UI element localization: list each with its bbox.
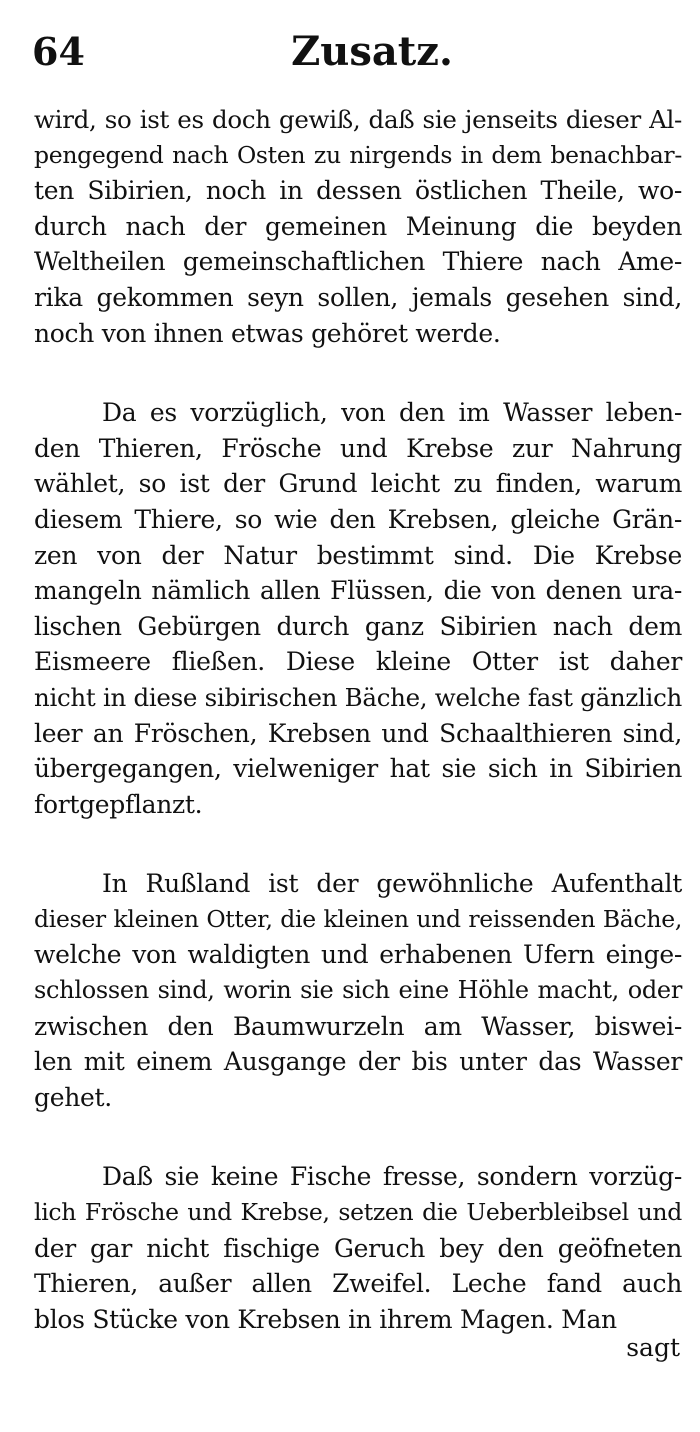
text-line: Da es vorzüglich, von den im Wasser leben-: [102, 398, 682, 428]
text-line: lischen Gebürgen durch ganz Sibirien nach dem: [34, 611, 682, 641]
text-line: den Thieren, Frösche und Krebse zur Nahrung: [34, 433, 682, 463]
text-line: diesem Thiere, so wie den Krebsen, gleiche Grän-: [34, 504, 682, 534]
paragraph: [34, 1159, 682, 1337]
text-line: Weltheilen gemeinschaftlichen Thiere nach Ame-: [34, 247, 682, 277]
text-line: zen von der Natur bestimmt sind. Die Krebse: [34, 540, 682, 570]
text-line: noch von ihnen etwas gehöret werde.: [34, 318, 501, 348]
page-number: 64: [32, 29, 85, 74]
text-line: der gar nicht fischige Geruch bey den geöfneten: [34, 1233, 682, 1263]
text-line: schlossen sind, worin sie sich eine Höhle macht, oder: [34, 976, 682, 1005]
paragraph: [34, 866, 682, 1115]
catchword: sagt: [626, 1333, 680, 1362]
paragraph: [34, 102, 682, 351]
body-text: [34, 102, 682, 1381]
text-line: Eismeere fließen. Diese kleine Otter ist daher: [34, 647, 682, 677]
text-line: übergegangen, vielweniger hat sie sich in Sibirien: [34, 754, 682, 784]
text-line: ten Sibirien, noch in dessen östlichen Theile, wo-: [34, 176, 682, 206]
text-line: len mit einem Ausgange der bis unter das Wasser: [34, 1047, 682, 1077]
text-line: leer an Fröschen, Krebsen und Schaalthieren sind,: [34, 718, 682, 748]
page-header: [32, 22, 672, 82]
text-line: fortgepflanzt.: [34, 789, 203, 819]
text-line: blos Stücke von Krebsen in ihrem Magen. Man: [34, 1304, 617, 1334]
text-line: nicht in diese sibirischen Bäche, welche fast gänzlich: [34, 682, 682, 712]
text-line: dieser kleinen Otter, die kleinen und reissenden Bäche,: [34, 904, 682, 933]
running-title: Zusatz.: [291, 28, 453, 75]
text-line: Daß sie keine Fische fresse, sondern vorzüg-: [102, 1162, 682, 1192]
text-line: durch nach der gemeinen Meinung die beyden: [34, 211, 682, 241]
text-line: wählet, so ist der Grund leicht zu finden, warum: [34, 469, 682, 499]
text-line: pengegend nach Osten zu nirgends in dem benachbar-: [34, 140, 682, 169]
text-line: mangeln nämlich allen Flüssen, die von denen ura-: [34, 576, 682, 606]
text-line: Thieren, außer allen Zweifel. Leche fand auch: [34, 1269, 682, 1299]
text-line: lich Frösche und Krebse, setzen die Ueberbleibsel und: [34, 1198, 682, 1227]
text-line: wird, so ist es doch gewiß, daß sie jenseits dieser Al-: [34, 105, 682, 134]
text-line: In Rußland ist der gewöhnliche Aufenthalt: [102, 869, 682, 899]
text-line: zwischen den Baumwurzeln am Wasser, biswei-: [34, 1011, 682, 1041]
text-line: gehet.: [34, 1082, 112, 1112]
paragraph: [34, 395, 682, 822]
text-line: rika gekommen seyn sollen, jemals gesehen sind,: [34, 282, 682, 312]
text-line: welche von waldigten und erhabenen Ufern einge-: [34, 940, 682, 970]
